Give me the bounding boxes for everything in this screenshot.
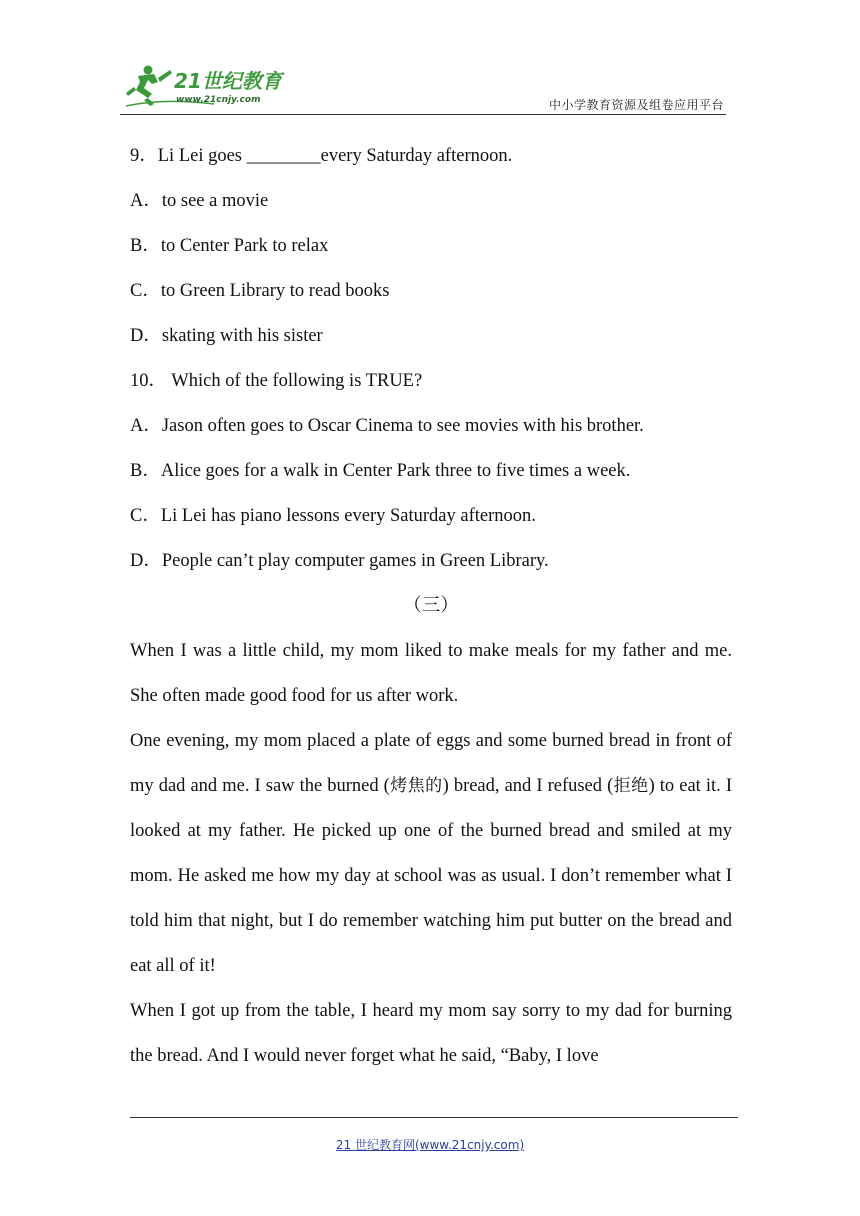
question-10-option-a: A．Jason often goes to Oscar Cinema to see movies with his brother.	[130, 416, 644, 436]
passage-p2-part-c: ) to eat it. I looked at my father. He picked up one of the burned bread and smiled at my mom. He asked me how my day at school was as usual. I don’t remember what I told him that night, but I do remember watching him put butter on the bread and eat all of it!	[130, 776, 732, 976]
gloss-refused: 拒绝	[613, 776, 649, 796]
passage-p2-part-a: One evening, my mom placed a plate of eggs and some burned bread in front of my dad and me. I saw the burned (	[130, 731, 732, 796]
question-9-option-c: C．to Green Library to read books	[130, 281, 390, 301]
page-header	[120, 56, 726, 116]
runner-icon	[126, 66, 172, 107]
header-platform-text: 中小学教育资源及组卷应用平台	[548, 98, 724, 112]
question-10-option-b: B．Alice goes for a walk in Center Park three to five times a week.	[130, 461, 631, 481]
document-body	[130, 134, 732, 1079]
logo-main-text: 21世纪教育	[174, 69, 282, 93]
section-title: （三）	[403, 596, 459, 616]
question-10-stem: 10． Which of the following is TRUE?	[130, 371, 423, 391]
passage-paragraph-2	[130, 719, 732, 989]
passage-paragraph-3: When I got up from the table, I heard my mom say sorry to my dad for burning the bread. And I would never forget what he said, “Baby, I love	[130, 1001, 732, 1066]
logo-url-text: www.21cnjy.com	[176, 95, 261, 105]
question-10-option-c: C．Li Lei has piano lessons every Saturday afternoon.	[130, 506, 536, 526]
passage-p2-part-b: ) bread, and I refused (	[442, 776, 614, 796]
header-divider	[120, 114, 726, 115]
gloss-burned: 烤焦的	[389, 776, 443, 796]
question-9-option-a: A．to see a movie	[130, 191, 269, 211]
passage-paragraph-1: When I was a little child, my mom liked to make meals for my father and me. She often made good food for us after work.	[130, 641, 732, 706]
question-9-stem: 9．Li Lei goes ________every Saturday afternoon.	[130, 146, 513, 166]
question-10-option-d: D．People can’t play computer games in Green Library.	[130, 551, 549, 571]
question-9-option-d: D．skating with his sister	[130, 326, 323, 346]
site-logo	[124, 62, 294, 108]
footer-divider	[130, 1117, 738, 1118]
question-9-option-b: B．to Center Park to relax	[130, 236, 329, 256]
footer-link[interactable]: 21 世纪教育网(www.21cnjy.com)	[335, 1138, 525, 1152]
